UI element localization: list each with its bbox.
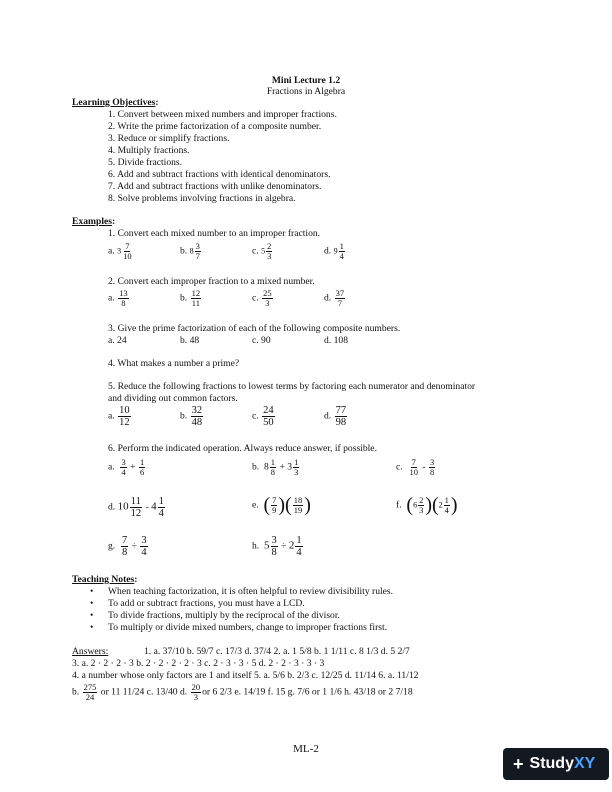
- objective-item: 2. Write the prime factorization of a composite number.: [108, 121, 322, 132]
- objective-item: 5. Divide fractions.: [108, 157, 183, 168]
- note-bullet: •: [90, 586, 94, 597]
- note-bullet: •: [90, 622, 94, 633]
- question-6: 6. Perform the indicated operation. Always reduce answer, if possible.: [108, 443, 377, 454]
- q6-item-a: a. $\frac{3}{4}$ + $\frac{1}{6}$: [108, 457, 145, 477]
- q6-item-h: h. 5 $\frac{3}{8}$ ÷ 2 $\frac{1}{4}$: [252, 535, 302, 559]
- lecture-subtitle: Fractions in Algebra: [266, 86, 346, 97]
- question-1: 1. Convert each mixed number to an improper fraction.: [108, 228, 321, 239]
- q3-item-a: a. 24: [108, 335, 127, 346]
- note-item: To multiply or divide mixed numbers, change to improper fractions first.: [108, 622, 388, 633]
- q2-item-a: a. $\frac{13}{8}$: [108, 288, 128, 308]
- question-2: 2. Convert each improper fraction to a mixed number.: [108, 276, 315, 287]
- question-5-line1: 5. Reduce the following fractions to lowest terms by factoring each numerator and denominator: [108, 381, 476, 392]
- examples-heading: Examples:: [72, 216, 116, 227]
- plus-icon: +: [513, 753, 524, 774]
- note-bullet: •: [90, 610, 94, 621]
- q2-item-c: c. $\frac{25}{3}$: [252, 288, 272, 308]
- q1-item-c: c. 5 $\frac{2}{3}$: [252, 241, 272, 261]
- q3-item-b: b. 48: [180, 335, 200, 346]
- q1-item-d: d. 9 $\frac{1}{4}$: [324, 241, 344, 261]
- answers-line-4: b. $\frac{275}{24}$ or 11 11/24 c. 13/40 d. $\frac{20}{3}$ or 6 2/3 e. 14/19 f. 15 g. 7/6 or 1 1/6 h. 43/18 or 2 7/18: [72, 682, 413, 702]
- q5-item-d: d. $\frac{77}{98}$: [324, 405, 347, 429]
- objectives-heading: Learning Objectives:: [72, 97, 159, 108]
- q6-item-f: f. (6 $\frac{2}{3}$ )(2 $\frac{1}{4}$ ): [396, 494, 458, 516]
- question-5-line2: and dividing out common factors.: [108, 393, 238, 404]
- notes-heading: Teaching Notes:: [72, 574, 138, 585]
- note-item: To add or subtract fractions, you must have a LCD.: [108, 598, 305, 609]
- q6-item-g: g. $\frac{7}{8}$ ÷ $\frac{3}{4}$: [108, 535, 147, 559]
- answers-line-3: 4. a number whose only factors are 1 and itself 5. a. 5/6 b. 2/3 c. 12/25 d. 11/14 6. a. 11/12: [72, 670, 419, 681]
- q5-item-c: c. $\frac{24}{50}$: [252, 405, 274, 429]
- question-4: 4. What makes a number a prime?: [108, 358, 240, 369]
- note-item: To divide fractions, multiply by the reciprocal of the divisor.: [108, 610, 340, 621]
- note-item: When teaching factorization, it is often helpful to review divisibility rules.: [108, 586, 394, 597]
- objective-item: 8. Solve problems involving fractions in algebra.: [108, 193, 296, 204]
- objective-item: 1. Convert between mixed numbers and improper fractions.: [108, 109, 337, 120]
- lecture-title: Mini Lecture 1.2: [271, 75, 341, 86]
- objective-item: 7. Add and subtract fractions with unlike denominators.: [108, 181, 322, 192]
- q6-item-b: b. 8 $\frac{1}{8}$ + 3 $\frac{1}{3}$: [252, 457, 299, 477]
- note-bullet: •: [90, 598, 94, 609]
- q6-item-d: d. 10 $\frac{11}{12}$ - 4 $\frac{1}{4}$: [108, 496, 164, 520]
- q1-item-a: a. 3 $\frac{7}{10}$: [108, 241, 132, 261]
- objective-item: 6. Add and subtract fractions with identical denominators.: [108, 169, 331, 180]
- answers-line-1: 1. a. 37/10 b. 59/7 c. 17/3 d. 37/4 2. a. 1 5/8 b. 1 1/11 c. 8 1/3 d. 5 2/7: [144, 646, 410, 657]
- answers-line-2: 3. a. 2 · 2 · 2 · 3 b. 2 · 2 · 2 · 2 · 3 c. 2 · 3 · 3 · 5 d. 2 · 2 · 3 · 3 · 3: [72, 658, 325, 669]
- q2-item-d: d. $\frac{37}{7}$: [324, 288, 345, 308]
- q5-item-b: b. $\frac{32}{48}$: [180, 405, 203, 429]
- objective-item: 4. Multiply fractions.: [108, 145, 190, 156]
- q6-item-c: c. $\frac{7}{10}$ - $\frac{3}{8}$: [396, 457, 435, 477]
- page-number: ML-2: [293, 743, 319, 755]
- objective-item: 3. Reduce or simplify fractions.: [108, 133, 230, 144]
- q6-item-e: e. ( $\frac{7}{9}$ )( $\frac{18}{19}$ ): [252, 494, 311, 516]
- q2-item-b: b. $\frac{12}{11}$: [180, 288, 201, 308]
- q5-item-a: a. $\frac{10}{12}$: [108, 405, 130, 429]
- studyxy-logo: + Study XY: [503, 748, 609, 780]
- q3-item-c: c. 90: [252, 335, 271, 346]
- q1-item-b: b. 8 $\frac{3}{7}$: [180, 241, 200, 261]
- question-3: 3. Give the prime factorization of each of the following composite numbers.: [108, 323, 401, 334]
- answers-label: Answers:: [72, 646, 109, 657]
- q3-item-d: d. 108: [324, 335, 348, 346]
